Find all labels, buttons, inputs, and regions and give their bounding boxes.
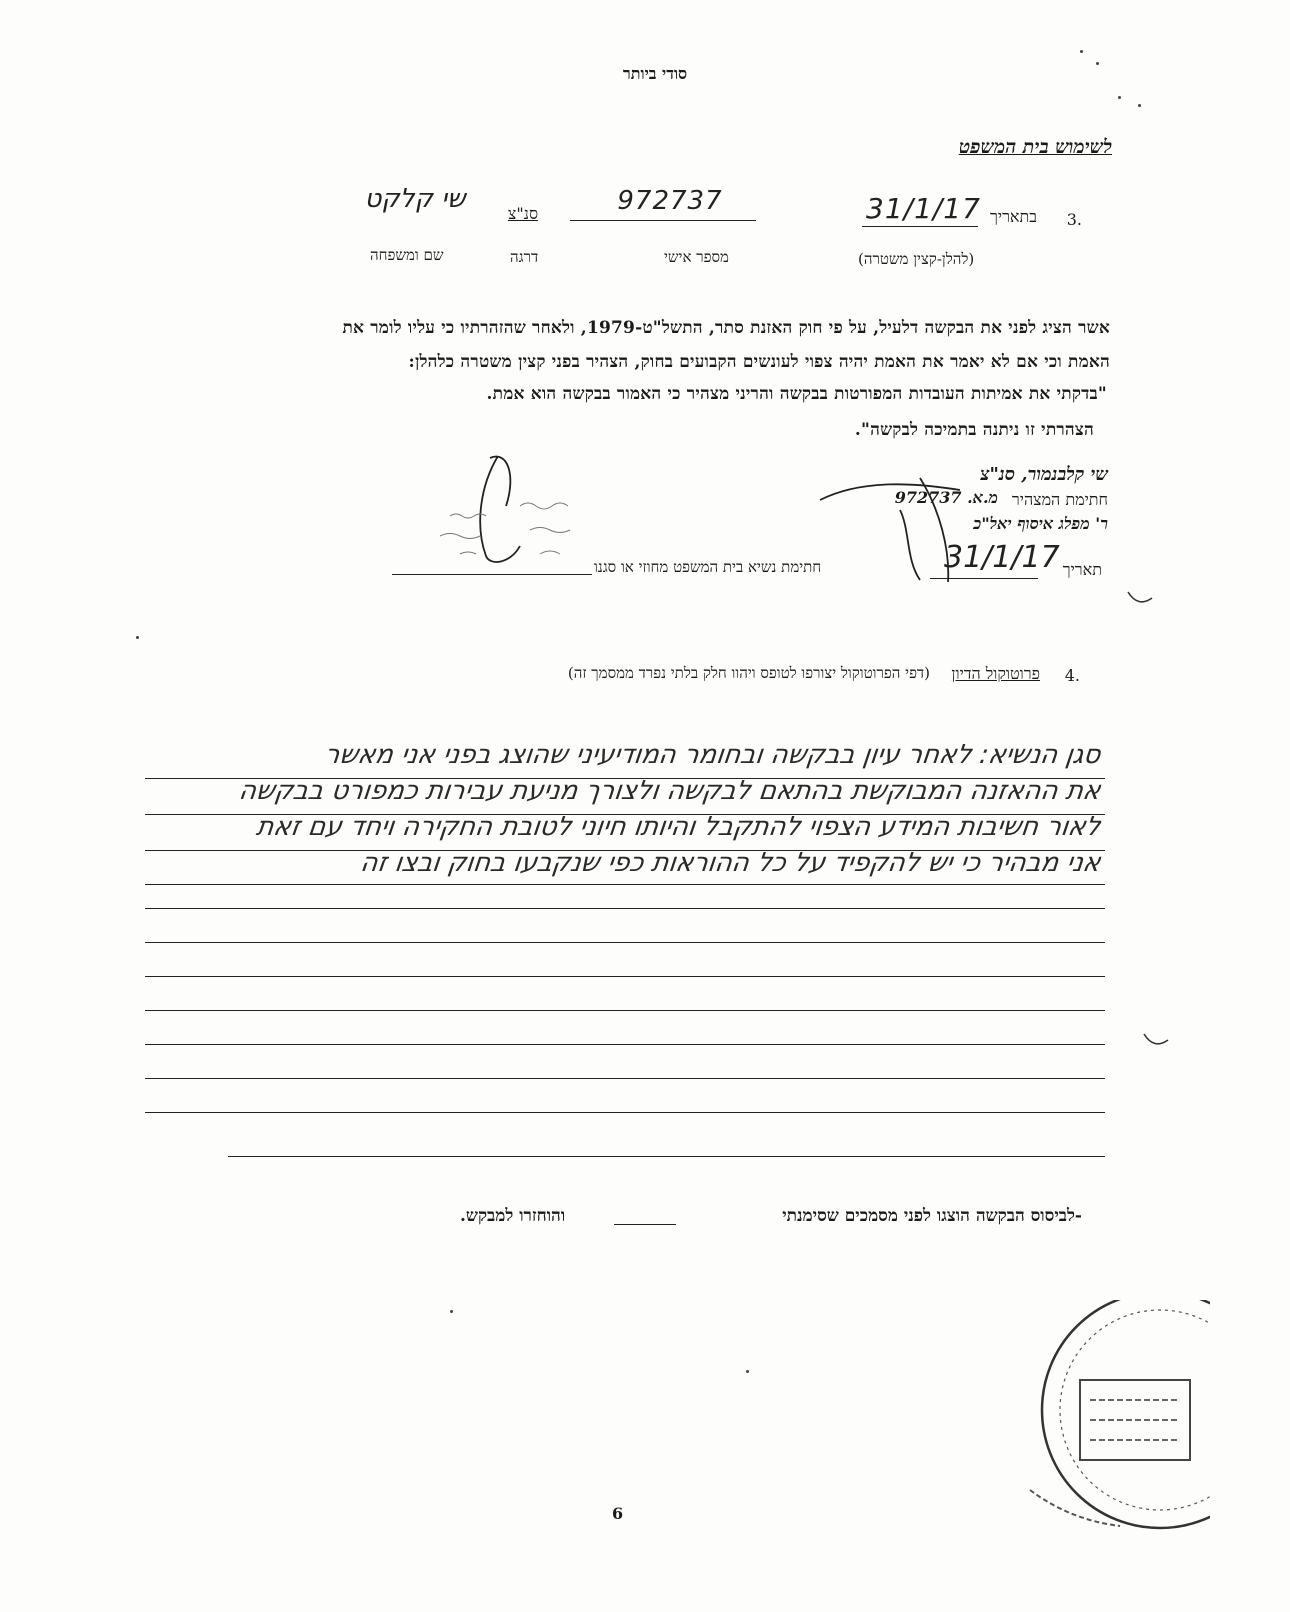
personal-number-label: מספר אישי: [664, 248, 729, 266]
officer-stamp-name: שי קלבנמור, סנ"צ: [980, 464, 1108, 485]
declaration-line-4: הצהרתי זו ניתנה בתמיכה לבקשה".: [854, 420, 1094, 440]
section4-number: 4.: [1064, 666, 1080, 685]
judge-signature-drawing: [420, 446, 610, 576]
page-number: 6: [612, 1504, 624, 1523]
court-use-heading: לשימוש בית המשפט: [958, 136, 1112, 158]
classification-header: סודי ביותר: [622, 64, 688, 83]
section3-final-date-label: תאריך: [1062, 560, 1102, 579]
section3-officer-label: (להלן-קצין משטרה): [858, 250, 975, 268]
scan-speck: [1138, 104, 1141, 107]
name-signature: שי קלקט: [364, 184, 466, 214]
personal-number-value: 972737: [617, 186, 723, 216]
scan-speck: [1080, 50, 1083, 53]
court-stamp-seal: [1010, 1300, 1210, 1540]
documents-sentence-suffix: והוחזרו למבקש.: [460, 1206, 566, 1226]
margin-mark: [1140, 1030, 1172, 1050]
protocol-ruled-line: [145, 976, 1105, 977]
section4-note: (דפי הפרוטוקול יצורפו לטופס ויהוו חלק בלתי נפרד ממסמך זה): [567, 664, 930, 682]
protocol-ruled-line: [145, 850, 1105, 851]
section3-date-value: 31/1/17: [866, 192, 981, 225]
protocol-handwritten-line: אני מבהיר כי יש להקפיד על כל ההוראות כפי שנקבעו בחוק ובצו זה: [358, 848, 1103, 878]
declarant-signature-label: חתימת המצהיר: [1011, 490, 1108, 509]
protocol-handwritten-line: לאור חשיבות המידע הצפוי להתקבל והיותו חיוני לטובת החקירה ויחד עם זאת: [254, 812, 1103, 842]
protocol-handwritten-line: סגן הנשיא: לאחר עיון בבקשה ובחומר המודיעיני שהוצג בפני אני מאשר: [322, 740, 1103, 770]
section3-date-line: [862, 226, 978, 227]
protocol-ruled-line: [145, 778, 1105, 779]
section3-date-label: בתאריך: [990, 207, 1037, 226]
protocol-ruled-line: [145, 814, 1105, 815]
section4-title: פרוטוקול הדיון: [951, 664, 1040, 683]
declaration-line-1: אשר הציג לפני את הבקשה דלעיל, על פי חוק האזנת סתר, התשל"ט-1979, ולאחר שהזהרתיו כי עליו לומר את: [342, 318, 1110, 338]
protocol-ruled-line: [145, 1112, 1105, 1113]
scan-speck: [136, 636, 139, 639]
scan-speck: [450, 1310, 453, 1313]
declaration-line-3: "בדקתי את אמיתות העובדות המפורטות בבקשה והריני מצהיר כי האמור בבקשה הוא אמת.: [486, 384, 1107, 404]
protocol-ruled-line: [228, 1156, 1105, 1157]
scan-speck: [1118, 96, 1121, 99]
documents-sentence-prefix: -לביסוס הבקשה הוצגו לפני מסמכים שסימנתי: [782, 1206, 1082, 1226]
protocol-ruled-line: [145, 884, 1105, 885]
declaration-line-2: האמת וכי אם לא יאמר את האמת יהיה צפוי לעונשים הקבועים בחוק, הצהיר בפני קצין משטרה כלהלן:: [408, 352, 1110, 372]
documents-blank-line: [614, 1224, 676, 1225]
scan-speck: [1096, 62, 1099, 65]
stamp-personal-number: מ.א. 972737: [894, 488, 998, 507]
protocol-ruled-line: [145, 908, 1105, 909]
scan-speck: [746, 1370, 749, 1373]
protocol-handwritten-line: את ההאזנה המבוקשת בהתאם לבקשה ולצורך מניעת עבירות כמפורט בבקשה: [237, 776, 1103, 806]
judge-signature-label: חתימת נשיא בית המשפט מחוזי או סגנו: [594, 558, 822, 576]
protocol-ruled-line: [145, 942, 1105, 943]
personal-number-line: [570, 220, 756, 221]
protocol-ruled-line: [145, 1044, 1105, 1045]
section3-final-date-value: 31/1/17: [944, 540, 1060, 575]
protocol-ruled-line: [145, 1010, 1105, 1011]
section3-number: 3.: [1066, 210, 1082, 229]
rank-value: סנ"צ: [508, 204, 539, 223]
margin-mark: [1124, 588, 1156, 608]
declarant-signature-drawing: [800, 470, 1000, 590]
protocol-ruled-line: [145, 1078, 1105, 1079]
name-label: שם ומשפחה: [370, 246, 444, 264]
stamp-unit: ר' מפלג איסוף יאל"כ: [973, 514, 1108, 533]
rank-label: דרגה: [510, 248, 539, 266]
